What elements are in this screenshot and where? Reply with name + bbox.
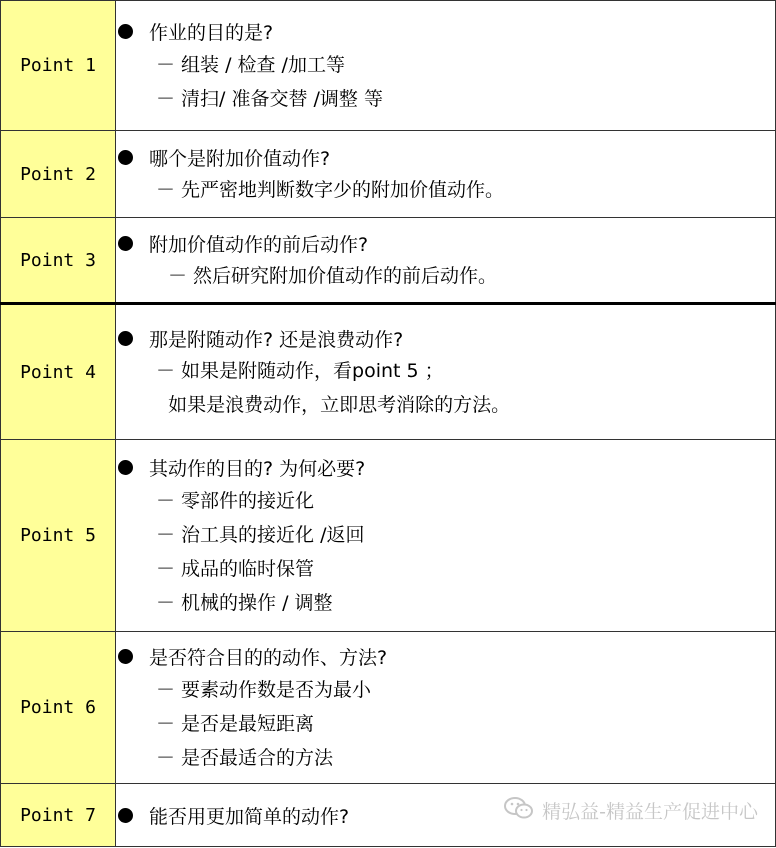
point-row-5: [1, 440, 776, 632]
point-detail: － 机械的操作 / 调整: [156, 591, 333, 614]
point-detail: － 然后研究附加价值动作的前后动作。: [168, 265, 498, 287]
point-content: [116, 440, 776, 632]
point-row-1: [1, 1, 776, 131]
point-label: Point 3: [1, 218, 116, 304]
point-content: [116, 1, 776, 131]
point-content: [116, 218, 776, 304]
point-detail: － 先严密地判断数字少的附加价值动作。: [156, 179, 505, 201]
point-question: 作业的目的是?: [149, 22, 274, 44]
point-question: 哪个是附加价值动作?: [149, 147, 331, 170]
point-detail: － 零部件的接近化: [156, 489, 315, 512]
point-content: [116, 632, 776, 784]
point-row-7: [1, 784, 776, 847]
bullet-icon: [118, 331, 133, 346]
point-detail: － 成品的临时保管: [156, 557, 315, 580]
bullet-icon: [118, 808, 133, 823]
point-row-6: [1, 632, 776, 784]
point-question: 其动作的目的? 为何必要?: [149, 458, 366, 480]
point-content: [116, 304, 776, 440]
point-detail: － 是否最适合的方法: [156, 746, 334, 769]
point-question: 能否用更加简单的动作?: [149, 805, 350, 828]
point-row-4: [1, 304, 776, 440]
point-label: Point 2: [1, 131, 116, 218]
point-content: [116, 784, 776, 847]
bullet-icon: [118, 150, 133, 165]
point-label: Point 4: [1, 304, 116, 440]
bullet-icon: [118, 460, 133, 475]
point-detail: － 治工具的接近化 /返回: [156, 523, 365, 546]
point-label: Point 6: [1, 632, 116, 784]
bullet-icon: [118, 236, 133, 251]
point-detail: － 组装 / 检查 /加工等: [156, 53, 345, 76]
point-question: 是否符合目的的动作、方法?: [149, 647, 388, 669]
point-detail: － 清扫/ 准备交替 /调整 等: [156, 87, 383, 110]
point-detail: 如果是浪费动作，立即思考消除的方法。: [156, 394, 511, 416]
point-detail: － 是否是最短距离: [156, 712, 315, 735]
watermark-text: 精弘益-精益生产促进中心: [542, 801, 758, 823]
point-content: [116, 131, 776, 218]
point-detail: － 要素动作数是否为最小: [156, 678, 372, 701]
bullet-icon: [118, 649, 133, 664]
point-label: Point 5: [1, 440, 116, 632]
point-question: 那是附随动作? 还是浪费动作?: [149, 328, 404, 351]
point-label: Point 1: [1, 1, 116, 131]
point-detail: － 如果是附随动作，看point 5 ；: [156, 360, 444, 382]
point-label: Point 7: [1, 784, 116, 847]
point-question: 附加价值动作的前后动作?: [149, 233, 369, 256]
point-row-3: [1, 218, 776, 304]
point-row-2: [1, 131, 776, 218]
bullet-icon: [118, 24, 133, 39]
